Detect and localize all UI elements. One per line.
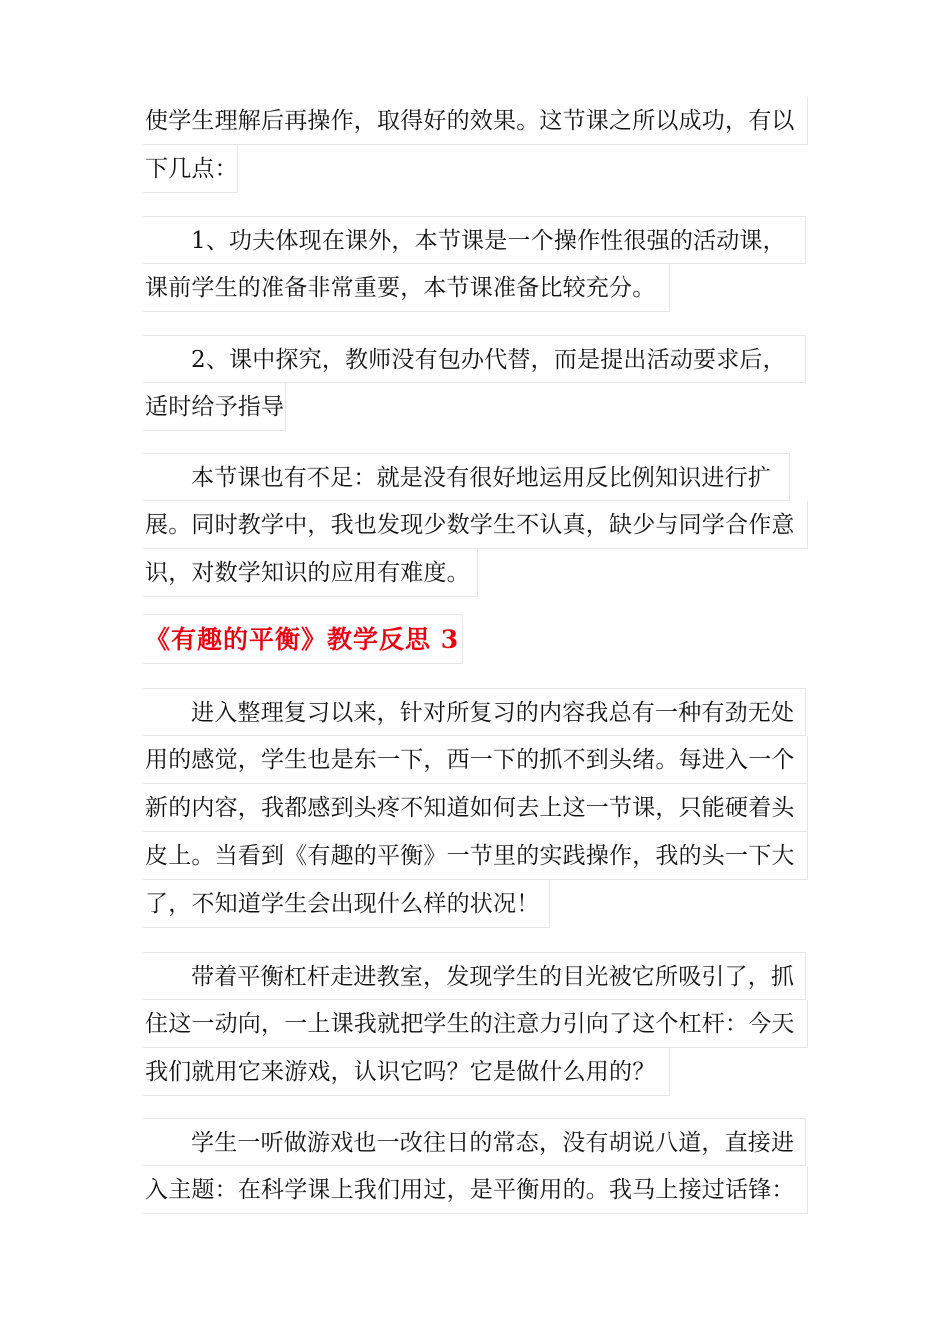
text-line: 入主题：在科学课上我们用过，是平衡用的。我马上接过话锋： bbox=[143, 1166, 808, 1214]
text-line: 进入整理复习以来，针对所复习的内容我总有一种有劲无处 bbox=[143, 688, 806, 736]
text-line: 用的感觉，学生也是东一下，西一下的抓不到头绪。每进入一个 bbox=[143, 736, 808, 784]
text-line: 1、功夫体现在课外，本节课是一个操作性很强的活动课， bbox=[143, 216, 806, 264]
text-line: 识，对数学知识的应用有难度。 bbox=[143, 549, 478, 597]
text-line: 适时给予指导 bbox=[143, 383, 286, 431]
text-line: 使学生理解后再操作，取得好的效果。这节课之所以成功，有以 bbox=[143, 97, 808, 145]
text-line: 新的内容，我都感到头疼不知道如何去上这一节课，只能硬着头 bbox=[143, 784, 808, 832]
text-line: 住这一动向，一上课我就把学生的注意力引向了这个杠杆：今天 bbox=[143, 1000, 808, 1048]
text-line: 我们就用它来游戏，认识它吗？它是做什么用的？ bbox=[143, 1048, 670, 1096]
text-line: 了，不知道学生会出现什么样的状况！ bbox=[143, 880, 550, 928]
text-line: 下几点： bbox=[143, 145, 238, 193]
text-line: 学生一听做游戏也一改往日的常态，没有胡说八道，直接进 bbox=[143, 1118, 806, 1166]
text-line: 皮上。当看到《有趣的平衡》一节里的实践操作，我的头一下大 bbox=[143, 832, 808, 880]
text-line: 本节课也有不足：就是没有很好地运用反比例知识进行扩 bbox=[143, 453, 790, 501]
text-line: 带着平衡杠杆走进教室，发现学生的目光被它所吸引了，抓 bbox=[143, 952, 806, 1000]
section-heading: 《有趣的平衡》教学反思 3 bbox=[143, 614, 463, 664]
text-line: 2、课中探究，教师没有包办代替，而是提出活动要求后， bbox=[143, 335, 806, 383]
text-line: 展。同时教学中，我也发现少数学生不认真，缺少与同学合作意 bbox=[143, 501, 808, 549]
text-line: 课前学生的准备非常重要，本节课准备比较充分。 bbox=[143, 264, 670, 312]
